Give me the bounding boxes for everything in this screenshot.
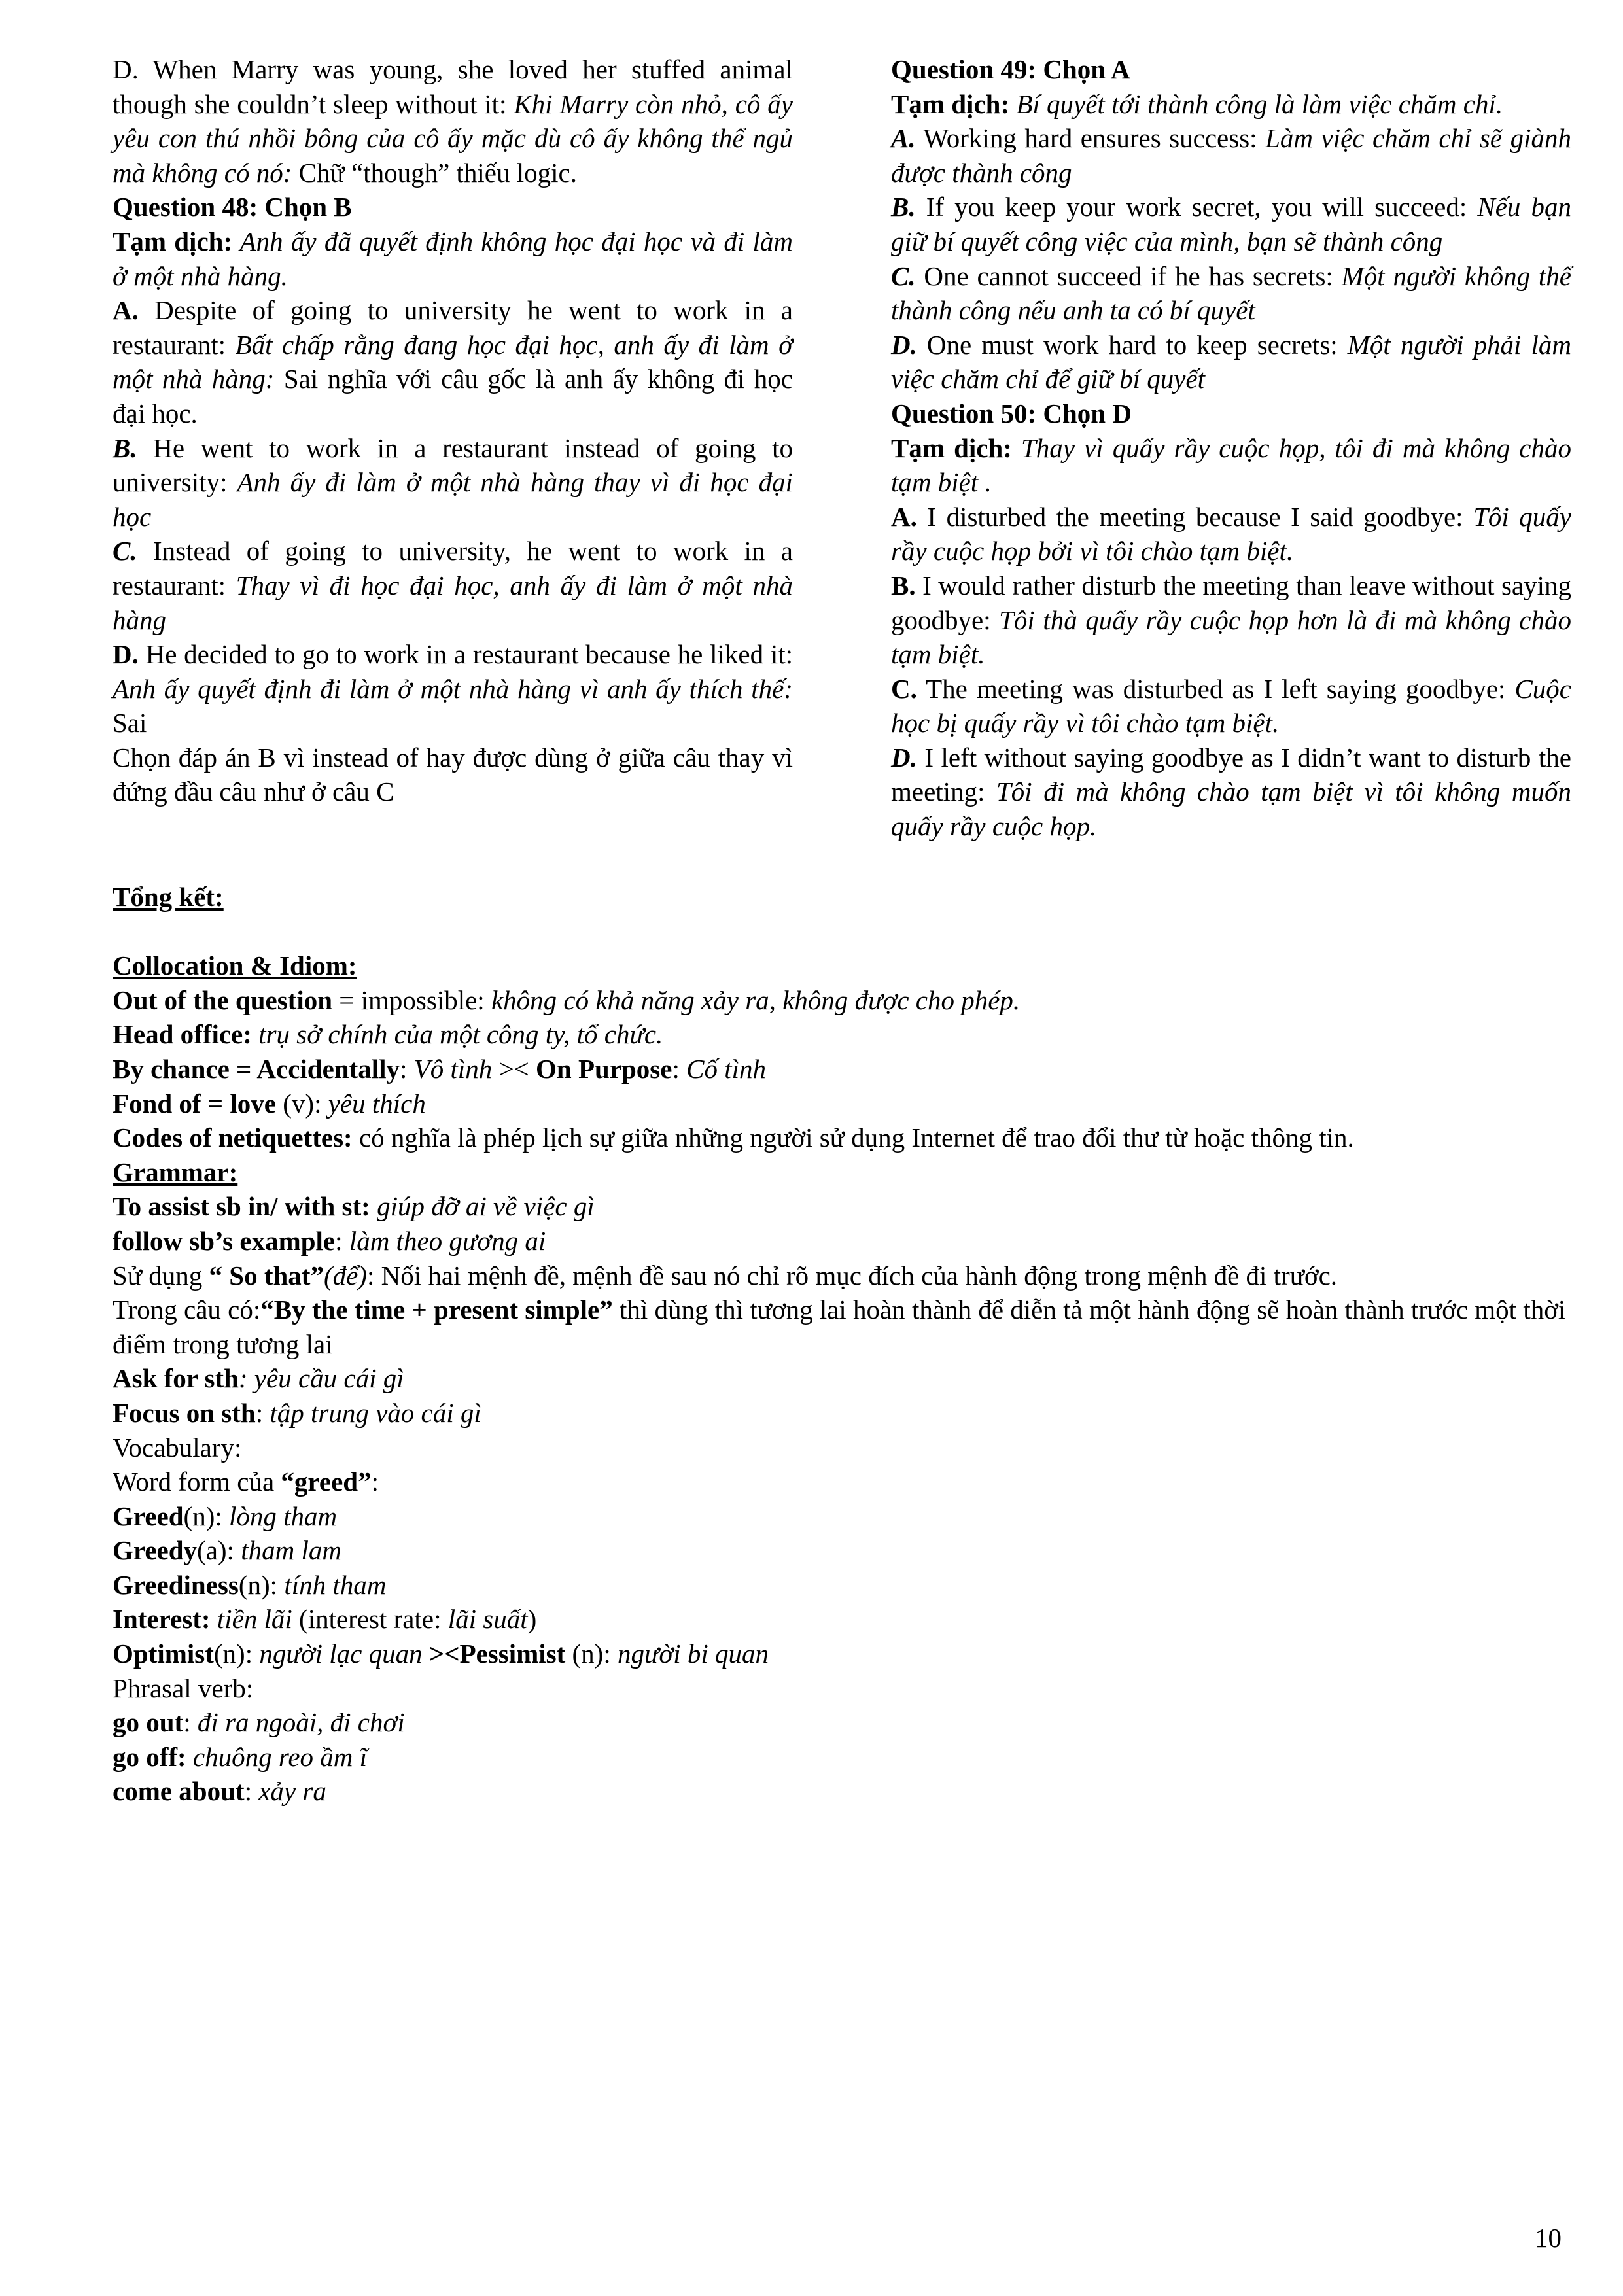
q48-option-b: B. He went to work in a restaurant instead of going to university: Anh ấy đi làm ở một nhà hàng thay vì đi học đại học bbox=[113, 432, 793, 532]
collocation-heading: Collocation & Idiom: bbox=[113, 950, 357, 981]
q48-option-c: C. Instead of going to university, he went to work in a restaurant: Thay vì đi học đại học, anh ấy đi làm ở một nhà hàng bbox=[113, 536, 793, 635]
q49-title: Question 49: Chọn A bbox=[891, 54, 1130, 84]
grammar-heading: Grammar: bbox=[113, 1157, 238, 1187]
q50-option-d: D. I left without saying goodbye as I didn’t want to disturb the meeting: Tôi đi mà không chào tạm biệt vì tôi không muốn quấy rầy cuộc họp. bbox=[891, 742, 1572, 842]
summary-line: To assist sb in/ with st: giúp đỡ ai về việc gì bbox=[113, 1191, 595, 1222]
q50-option-c: C. The meeting was disturbed as I left saying goodbye: Cuộc học bị quấy rầy vì tôi chào tạm biệt. bbox=[891, 673, 1571, 739]
q48-option-d: D. He decided to go to work in a restaurant because he liked it: Anh ấy quyết định đi làm ở một nhà hàng vì anh ấy thích thế: Sai bbox=[113, 639, 793, 739]
summary-line: Trong câu có:“By the time + present simple” thì dùng thì tương lai hoàn thành để diễn tả một hành động sẽ hoàn thành trước một thời điểm trong tương lai bbox=[113, 1295, 1566, 1359]
q48-translation: Tạm dịch: Anh ấy đã quyết định không học đại học và đi làm ở một nhà hàng. bbox=[113, 226, 793, 291]
summary-line: Head office: trụ sở chính của một công ty, tổ chức. bbox=[113, 1019, 663, 1050]
summary-line: Sử dụng “ So that”(để): Nối hai mệnh đề, mệnh đề sau nó chỉ rõ mục đích của hành động trong mệnh đề đi trước. bbox=[113, 1260, 1338, 1291]
summary-title: Tổng kết: bbox=[113, 882, 224, 912]
q50-option-a: A. I disturbed the meeting because I said goodbye: Tôi quấy rầy cuộc họp bởi vì tôi chào tạm biệt. bbox=[891, 501, 1571, 566]
summary-line: Out of the question = impossible: không có khả năng xảy ra, không được cho phép. bbox=[113, 984, 1021, 1015]
vocabulary-heading: Vocabulary: bbox=[113, 1432, 242, 1463]
q48-title: Question 48: Chọn B bbox=[113, 192, 352, 222]
q49-option-d: D. One must work hard to keep secrets: Một người phải làm việc chăm chỉ để giữ bí quyết bbox=[891, 329, 1571, 394]
summary-section bbox=[113, 880, 1578, 1809]
summary-line: Fond of = love (v): yêu thích bbox=[113, 1088, 426, 1119]
summary-line: Optimist(n): người lạc quan ><Pessimist (n): người bi quan bbox=[113, 1639, 769, 1669]
q48-option-a: A. Despite of going to university he went to work in a restaurant: Bất chấp rằng đang học đại học, anh ấy đi làm ở một nhà hàng: Sai nghĩa với câu gốc là anh ấy không đi học đại học. bbox=[113, 295, 794, 428]
right-column bbox=[891, 52, 1571, 844]
summary-line: By chance = Accidentally: Vô tình >< On Purpose: Cố tình bbox=[113, 1053, 767, 1084]
q50-option-b: B. I would rather disturb the meeting than leave without saying goodbye: Tôi thà quấy rầy cuộc họp hơn là đi mà không chào tạm biệt. bbox=[891, 570, 1571, 670]
summary-line: Greedy(a): tham lam bbox=[113, 1535, 341, 1566]
summary-spacer bbox=[113, 914, 1578, 949]
summary-line: Greed(n): lòng tham bbox=[113, 1501, 338, 1531]
summary-line: Interest: tiền lãi (interest rate: lãi suất) bbox=[113, 1604, 537, 1635]
summary-line: Greediness(n): tính tham bbox=[113, 1569, 387, 1600]
q50-translation: Tạm dịch: Thay vì quấy rầy cuộc họp, tôi đi mà không chào tạm biệt . bbox=[891, 432, 1571, 498]
q49-translation: Tạm dịch: Bí quyết tới thành công là làm việc chăm chỉ. bbox=[891, 88, 1503, 119]
q50-title: Question 50: Chọn D bbox=[891, 398, 1132, 428]
summary-line: Word form của “greed”: bbox=[113, 1467, 379, 1497]
summary-line: Codes of netiquettes: có nghĩa là phép lịch sự giữa những người sử dụng Internet để trao đổi thư từ hoặc thông tin. bbox=[113, 1122, 1354, 1153]
summary-line: come about: xảy ra bbox=[113, 1776, 326, 1807]
phrasal-verb-heading: Phrasal verb: bbox=[113, 1673, 254, 1703]
q49-option-b: B. If you keep your work secret, you will succeed: Nếu bạn giữ bí quyết công việc của mình, bạn sẽ thành công bbox=[891, 192, 1571, 256]
q48-conclusion: Chọn đáp án B vì instead of hay được dùng ở giữa câu thay vì đứng đầu câu như ở câu C bbox=[113, 742, 793, 807]
summary-line: Focus on sth: tập trung vào cái gì bbox=[113, 1397, 481, 1428]
q49-option-c: C. One cannot succeed if he has secrets: Một người không thể thành công nếu anh ta có bí quyết bbox=[891, 260, 1571, 326]
page-number: 10 bbox=[1535, 2223, 1562, 2253]
summary-line: go out: đi ra ngoài, đi chơi bbox=[113, 1707, 405, 1738]
summary-line: go off: chuông reo ầm ĩ bbox=[113, 1741, 368, 1772]
q49-option-a: A. Working hard ensures success: Làm việc chăm chỉ sẽ giành được thành công bbox=[891, 123, 1571, 188]
left-column bbox=[113, 52, 793, 809]
q47-option-d: D. When Marry was young, she loved her stuffed animal though she couldn’t sleep without it: Khi Marry còn nhỏ, cô ấy yêu con thú nhồi bông của cô ấy mặc dù cô ấy không thể ngủ mà không có nó: Chữ “though” thiếu logic. bbox=[113, 54, 793, 188]
summary-line: follow sb’s example: làm theo gương ai bbox=[113, 1225, 546, 1256]
summary-line: Ask for sth: yêu cầu cái gì bbox=[113, 1363, 404, 1394]
